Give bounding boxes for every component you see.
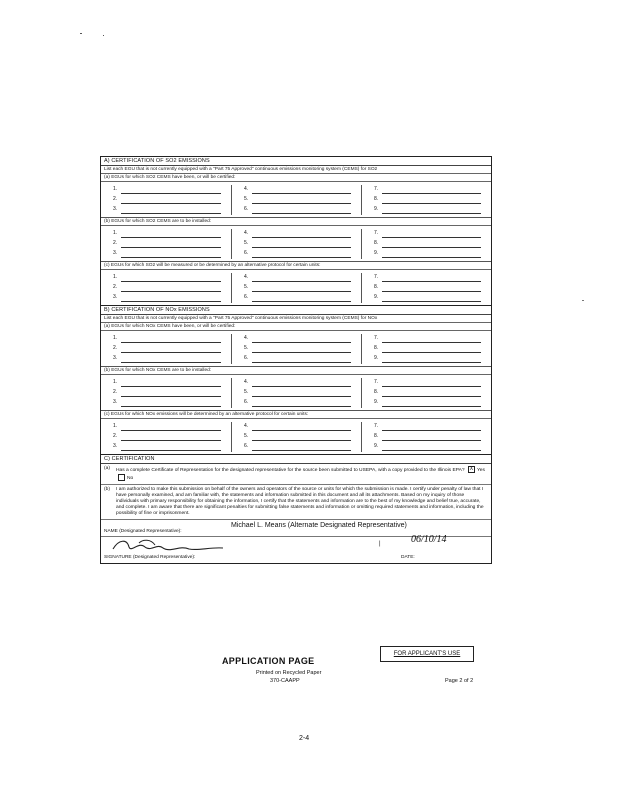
section-title: A) CERTIFICATION OF SO2 EMISSIONS (101, 157, 491, 166)
entry-field[interactable]: 1. (101, 422, 231, 432)
entry-field[interactable]: 9. (361, 293, 491, 303)
section-instruction: List each EGU that is not currently equipped with a "Part 75 Approved" continuous emissions monitoring system (CEMS) for NOx (101, 315, 491, 323)
entry-field[interactable]: 1. (101, 334, 231, 344)
scan-speck (582, 300, 584, 301)
entry-field[interactable]: 6. (231, 205, 361, 215)
page-title: APPLICATION PAGE (222, 656, 315, 666)
page-number: Page 2 of 2 (445, 678, 474, 684)
entry-field[interactable]: 4. (231, 378, 361, 388)
entry-field[interactable]: 2. (101, 432, 231, 442)
date-caption: DATE: (401, 554, 415, 560)
entry-field[interactable]: 2. (101, 239, 231, 249)
certification-statement (101, 485, 491, 520)
group-label: (b) EGUs for which SO2 CEMS are to be installed: (101, 218, 491, 226)
group-label: (c) EGUs for which SO2 will be measured or be determined by an alternative protocol for certain units: (101, 262, 491, 270)
entry-field[interactable]: 3. (101, 354, 231, 364)
entry-field[interactable]: 5. (231, 239, 361, 249)
entry-field[interactable]: 5. (231, 344, 361, 354)
scan-speck (80, 33, 82, 34)
entry-field[interactable]: 4. (231, 185, 361, 195)
entry-field[interactable]: 8. (361, 432, 491, 442)
group-so2-c (101, 261, 491, 305)
entry-field[interactable]: 3. (101, 442, 231, 452)
entry-field[interactable]: 5. (231, 388, 361, 398)
applicant-use-box: FOR APPLICANT'S USE (380, 646, 474, 662)
entry-field[interactable]: 3. (101, 293, 231, 303)
entry-field[interactable]: 8. (361, 283, 491, 293)
entry-field[interactable]: 1. (101, 273, 231, 283)
entry-field[interactable]: 1. (101, 229, 231, 239)
group-label: (c) EGUs for which NOx emissions will be determined by an alternative protocol for certain units: (101, 411, 491, 419)
signature-image (109, 537, 229, 555)
group-label: (b) EGUs for which NOx CEMS are to be installed: (101, 367, 491, 375)
group-nox-b (101, 366, 491, 410)
section-instruction: List each EGU that is not currently equipped with a "Part 75 Approved" continuous emissions monitoring system (CEMS) for SO2 (101, 166, 491, 174)
statement-text: I am authorized to make this submission on behalf of the owners and operators of the source or units for which the submission is made. I certify under penalty of law that I have personally examined, and am familiar with, the statements and information submitted in this document and all its attachments. Based on my inquiry of those individuals with primary responsibility for obtaining the information, I certify that the statements and information are to the best of my knowledge and belief true, accurate, and complete. I am aware that there are significant penalties for submitting false statements and information or omitting required statements and information, including the possibility of fine or imprisonment. (116, 486, 484, 516)
entry-field[interactable]: 1. (101, 378, 231, 388)
yes-checkbox[interactable]: X (469, 466, 474, 472)
scan-speck (103, 35, 104, 36)
group-so2-b (101, 217, 491, 261)
entry-field[interactable]: 2. (101, 195, 231, 205)
question-text: Has a complete Certificate of Representation for the designated representative for the source been submitted to USEPA, with a copy provided to the Illinois EPA? X Yes No (116, 466, 485, 481)
entry-field[interactable]: 7. (361, 185, 491, 195)
entry-field[interactable]: 2. (101, 283, 231, 293)
signature-row (101, 533, 491, 563)
entry-field[interactable]: 6. (231, 442, 361, 452)
group-label: (a) EGUs for which SO2 CEMS have been, or will be certified: (101, 174, 491, 182)
entry-field[interactable]: 4. (231, 422, 361, 432)
entry-field[interactable]: 9. (361, 205, 491, 215)
entry-field[interactable]: 5. (231, 283, 361, 293)
section-so2 (101, 157, 491, 306)
entry-field[interactable]: 2. (101, 388, 231, 398)
group-nox-c (101, 410, 491, 454)
no-checkbox[interactable] (118, 474, 125, 481)
section-certification (101, 455, 491, 563)
group-so2-a (101, 174, 491, 217)
name-caption: NAME (Designated Representative): (104, 528, 182, 534)
entry-field[interactable]: 7. (361, 273, 491, 283)
entry-field[interactable]: 6. (231, 354, 361, 364)
yes-label: Yes (476, 467, 485, 473)
entry-field[interactable]: 9. (361, 398, 491, 408)
application-form (100, 156, 492, 564)
form-code: 370-CAAPP (270, 678, 300, 684)
entry-field[interactable]: 9. (361, 354, 491, 364)
representative-name[interactable]: Michael L. Means (Alternate Designated Representative) (231, 521, 407, 529)
printed-note: Printed on Recycled Paper (256, 670, 322, 676)
section-title: B) CERTIFICATION OF NOx EMISSIONS (101, 306, 491, 315)
group-nox-a (101, 323, 491, 366)
entry-field[interactable]: 4. (231, 229, 361, 239)
entry-field[interactable]: 9. (361, 249, 491, 259)
entry-field[interactable]: 6. (231, 398, 361, 408)
entry-field[interactable]: 6. (231, 293, 361, 303)
item-label: (b) (104, 486, 110, 492)
certification-question-a (101, 464, 491, 485)
item-label: (a) (104, 466, 110, 471)
entry-field[interactable]: 8. (361, 195, 491, 205)
date-separator: | (379, 540, 381, 547)
entry-field[interactable]: 7. (361, 378, 491, 388)
entry-field[interactable]: 8. (361, 239, 491, 249)
entry-field[interactable]: 4. (231, 273, 361, 283)
entry-field[interactable]: 7. (361, 334, 491, 344)
entry-field[interactable]: 6. (231, 249, 361, 259)
entry-field[interactable]: 3. (101, 205, 231, 215)
section-title: C) CERTIFICATION (101, 455, 491, 464)
entry-field[interactable]: 2. (101, 344, 231, 354)
entry-field[interactable]: 7. (361, 422, 491, 432)
signature-date[interactable]: 06/10/14 (411, 533, 447, 545)
section-nox (101, 306, 491, 455)
no-label: No (127, 475, 134, 481)
entry-field[interactable]: 7. (361, 229, 491, 239)
entry-field[interactable]: 1. (101, 185, 231, 195)
entry-field[interactable]: 9. (361, 442, 491, 452)
entry-field[interactable]: 5. (231, 195, 361, 205)
entry-field[interactable]: 4. (231, 334, 361, 344)
entry-field[interactable]: 8. (361, 344, 491, 354)
entry-field[interactable]: 8. (361, 388, 491, 398)
entry-field[interactable]: 3. (101, 398, 231, 408)
entry-field[interactable]: 3. (101, 249, 231, 259)
bottom-page-mark: 2-4 (299, 735, 310, 742)
group-label: (a) EGUs for which NOx CEMS have been, or will be certified: (101, 323, 491, 331)
entry-field[interactable]: 5. (231, 432, 361, 442)
signature-caption: SIGNATURE (Designated Representative): (104, 554, 196, 560)
